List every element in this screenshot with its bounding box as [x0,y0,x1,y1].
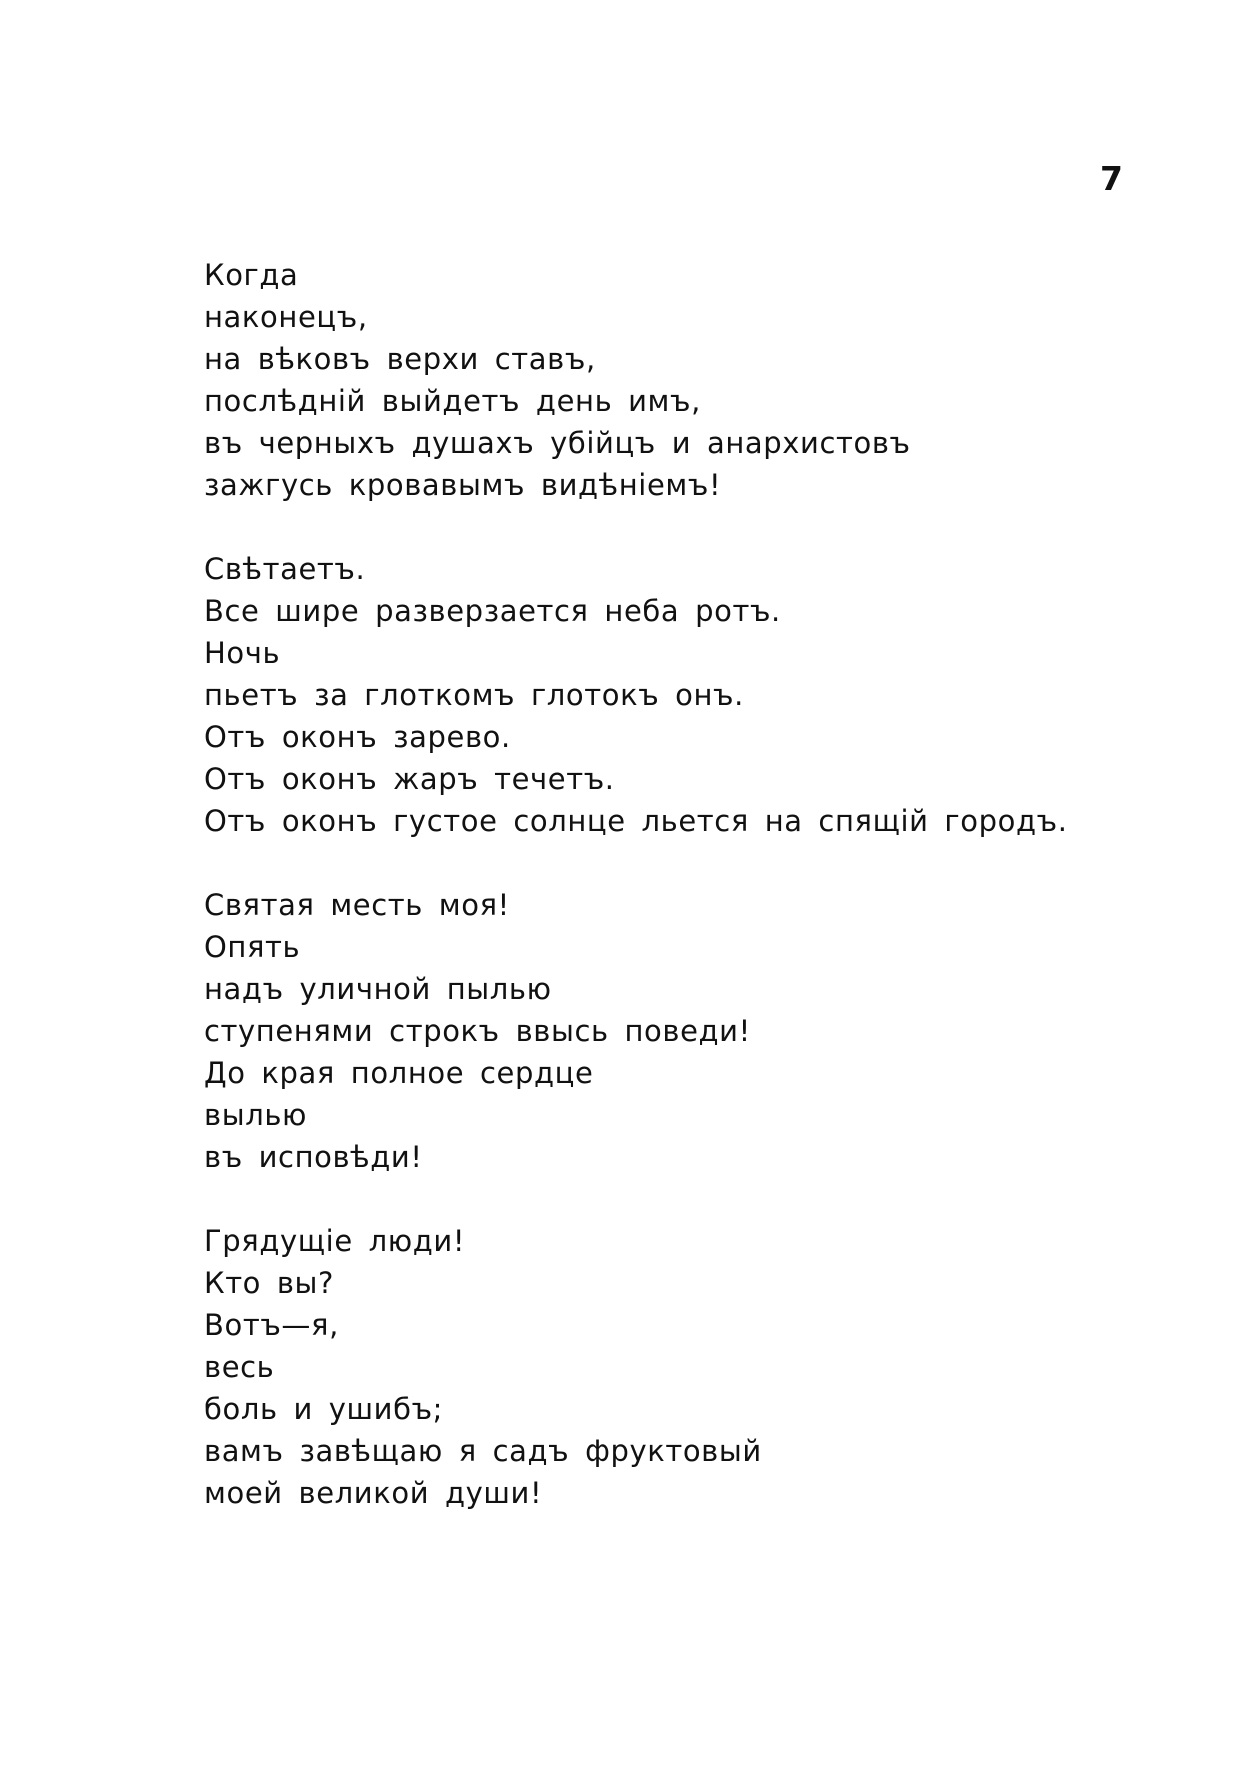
poem-line: Когда [204,258,299,292]
poem-line: Грядущiе люди! [204,1224,466,1258]
poem [204,254,1164,1514]
poem-line: на вѣковъ верхи ставъ, [204,342,596,376]
poem-line: весь [204,1350,275,1384]
poem-line: наконецъ, [204,300,368,334]
poem-line: Свѣтаетъ. [204,552,366,586]
poem-line: Отъ оконъ жаръ течетъ. [204,762,615,796]
poem-line: зажгусь кровавымъ видѣнiемъ! [204,468,722,502]
poem-line: Опять [204,930,301,964]
poem-line: Кто вы? [204,1266,335,1300]
poem-line: Ночь [204,636,281,670]
page-number: 7 [1100,159,1123,198]
poem-line: Отъ оконъ густое солнце льется на спящiй городъ. [204,804,1068,838]
poem-line: надъ уличной пылью [204,972,552,1006]
stanza [204,1220,1164,1514]
poem-line: вылью [204,1098,308,1132]
poem-line: вамъ завѣщаю я садъ фруктовый [204,1434,762,1468]
poem-line: Вотъ—я, [204,1308,339,1342]
poem-line: пьетъ за глоткомъ глотокъ онъ. [204,678,744,712]
poem-line: боль и ушибъ; [204,1392,444,1426]
poem-line: моей великой души! [204,1476,543,1510]
poem-line: въ черныхъ душахъ убiйцъ и анархистовъ [204,426,911,460]
poem-line: ступенями строкъ ввысь поведи! [204,1014,751,1048]
poem-line: въ исповѣди! [204,1140,423,1174]
stanza [204,254,1164,506]
poem-line: Отъ оконъ зарево. [204,720,511,754]
poem-line: До края полное сердце [204,1056,594,1090]
poem-line: Святая месть моя! [204,888,510,922]
stanza [204,884,1164,1178]
poem-line: послѣднiй выйдетъ день имъ, [204,384,701,418]
stanza [204,548,1164,842]
poem-line: Все шире разверзается неба ротъ. [204,594,781,628]
